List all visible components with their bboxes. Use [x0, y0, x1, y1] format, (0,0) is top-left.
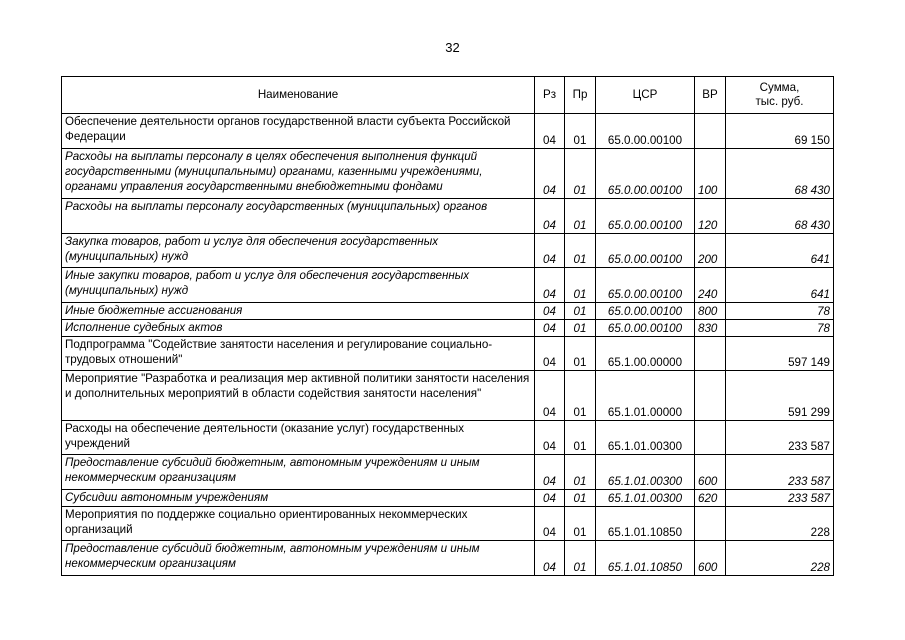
table-row	[62, 320, 834, 337]
row-sum: 233 587	[726, 490, 834, 507]
row-name: Иные бюджетные ассигнования	[62, 303, 535, 320]
row-rz: 04	[535, 490, 565, 507]
row-name: Мероприятие "Разработка и реализация мер активной политики занятости населения и дополнительных мероприятий в области содействия занятости населения"	[62, 371, 535, 421]
row-rz: 04	[535, 199, 565, 234]
row-rz: 04	[535, 371, 565, 421]
table-row	[62, 149, 834, 199]
row-csr: 65.0.00.00100	[596, 149, 695, 199]
row-sum: 228	[726, 507, 834, 541]
row-name: Расходы на выплаты персоналу в целях обеспечения выполнения функций государственными (муниципальными) органами, казенными учреждениями, органами управления государственными внебюджетными фондами	[62, 149, 535, 199]
row-rz: 04	[535, 149, 565, 199]
row-sum: 68 430	[726, 149, 834, 199]
row-csr: 65.0.00.00100	[596, 320, 695, 337]
row-rz: 04	[535, 303, 565, 320]
row-rz: 04	[535, 507, 565, 541]
row-pr: 01	[565, 507, 596, 541]
row-csr: 65.0.00.00100	[596, 199, 695, 234]
row-csr: 65.1.01.00000	[596, 371, 695, 421]
row-name: Обеспечение деятельности органов государственной власти субъекта Российской Федерации	[62, 114, 535, 149]
row-csr: 65.0.00.00100	[596, 114, 695, 149]
row-pr: 01	[565, 541, 596, 576]
row-vr: 620	[695, 490, 726, 507]
row-vr: 800	[695, 303, 726, 320]
row-rz: 04	[535, 455, 565, 490]
table-row	[62, 455, 834, 490]
budget-table	[61, 76, 834, 576]
row-name: Исполнение судебных актов	[62, 320, 535, 337]
row-csr: 65.1.01.00300	[596, 490, 695, 507]
table-row	[62, 303, 834, 320]
row-pr: 01	[565, 234, 596, 268]
row-pr: 01	[565, 268, 596, 303]
row-vr: 200	[695, 234, 726, 268]
row-sum: 641	[726, 268, 834, 303]
row-csr: 65.1.01.10850	[596, 541, 695, 576]
row-csr: 65.0.00.00100	[596, 303, 695, 320]
row-sum: 233 587	[726, 455, 834, 490]
row-pr: 01	[565, 320, 596, 337]
row-name: Предоставление субсидий бюджетным, автономным учреждениям и иным некоммерческим организациям	[62, 455, 535, 490]
row-pr: 01	[565, 337, 596, 371]
row-sum: 597 149	[726, 337, 834, 371]
row-pr: 01	[565, 455, 596, 490]
row-rz: 04	[535, 234, 565, 268]
row-sum: 78	[726, 303, 834, 320]
row-pr: 01	[565, 421, 596, 455]
row-name: Предоставление субсидий бюджетным, автономным учреждениям и иным некоммерческим организациям	[62, 541, 535, 576]
table-row	[62, 268, 834, 303]
row-pr: 01	[565, 114, 596, 149]
header-rz: Рз	[535, 77, 565, 114]
row-name: Закупка товаров, работ и услуг для обеспечения государственных (муниципальных) нужд	[62, 234, 535, 268]
header-vr: ВР	[695, 77, 726, 114]
row-pr: 01	[565, 199, 596, 234]
table-row	[62, 337, 834, 371]
row-sum: 591 299	[726, 371, 834, 421]
row-csr: 65.1.01.00300	[596, 421, 695, 455]
table-row	[62, 234, 834, 268]
row-rz: 04	[535, 337, 565, 371]
row-name: Расходы на выплаты персоналу государственных (муниципальных) органов	[62, 199, 535, 234]
row-name: Иные закупки товаров, работ и услуг для обеспечения государственных (муниципальных) нужд	[62, 268, 535, 303]
table-row	[62, 490, 834, 507]
row-sum: 68 430	[726, 199, 834, 234]
row-sum: 69 150	[726, 114, 834, 149]
row-pr: 01	[565, 371, 596, 421]
row-name: Мероприятия по поддержке социально ориентированных некоммерческих организаций	[62, 507, 535, 541]
row-vr	[695, 421, 726, 455]
header-sum-line2: тыс. руб.	[755, 95, 804, 108]
row-vr	[695, 114, 726, 149]
row-sum: 233 587	[726, 421, 834, 455]
row-vr	[695, 337, 726, 371]
row-csr: 65.1.00.00000	[596, 337, 695, 371]
table-header-row	[62, 77, 834, 114]
row-rz: 04	[535, 320, 565, 337]
row-name: Субсидии автономным учреждениям	[62, 490, 535, 507]
row-vr: 120	[695, 199, 726, 234]
header-pr: Пр	[565, 77, 596, 114]
table-row	[62, 371, 834, 421]
row-sum: 228	[726, 541, 834, 576]
row-vr	[695, 371, 726, 421]
header-sum	[726, 77, 834, 114]
row-name: Подпрограмма "Содействие занятости населения и регулирование социально-трудовых отношений"	[62, 337, 535, 371]
row-rz: 04	[535, 114, 565, 149]
row-vr: 600	[695, 541, 726, 576]
row-pr: 01	[565, 149, 596, 199]
table-row	[62, 199, 834, 234]
row-name: Расходы на обеспечение деятельности (оказание услуг) государственных учреждений	[62, 421, 535, 455]
row-vr: 100	[695, 149, 726, 199]
table-row	[62, 507, 834, 541]
table-row	[62, 541, 834, 576]
row-pr: 01	[565, 490, 596, 507]
page-number: 32	[445, 40, 460, 55]
row-csr: 65.1.01.10850	[596, 507, 695, 541]
header-sum-line1: Сумма,	[759, 81, 800, 94]
row-vr: 240	[695, 268, 726, 303]
table-row	[62, 421, 834, 455]
row-rz: 04	[535, 421, 565, 455]
row-vr	[695, 507, 726, 541]
row-sum: 641	[726, 234, 834, 268]
row-rz: 04	[535, 268, 565, 303]
row-csr: 65.0.00.00100	[596, 268, 695, 303]
row-vr: 600	[695, 455, 726, 490]
row-sum: 78	[726, 320, 834, 337]
row-rz: 04	[535, 541, 565, 576]
row-pr: 01	[565, 303, 596, 320]
header-csr: ЦСР	[596, 77, 695, 114]
table-row	[62, 114, 834, 149]
row-csr: 65.1.01.00300	[596, 455, 695, 490]
row-csr: 65.0.00.00100	[596, 234, 695, 268]
row-vr: 830	[695, 320, 726, 337]
header-name: Наименование	[62, 77, 535, 114]
